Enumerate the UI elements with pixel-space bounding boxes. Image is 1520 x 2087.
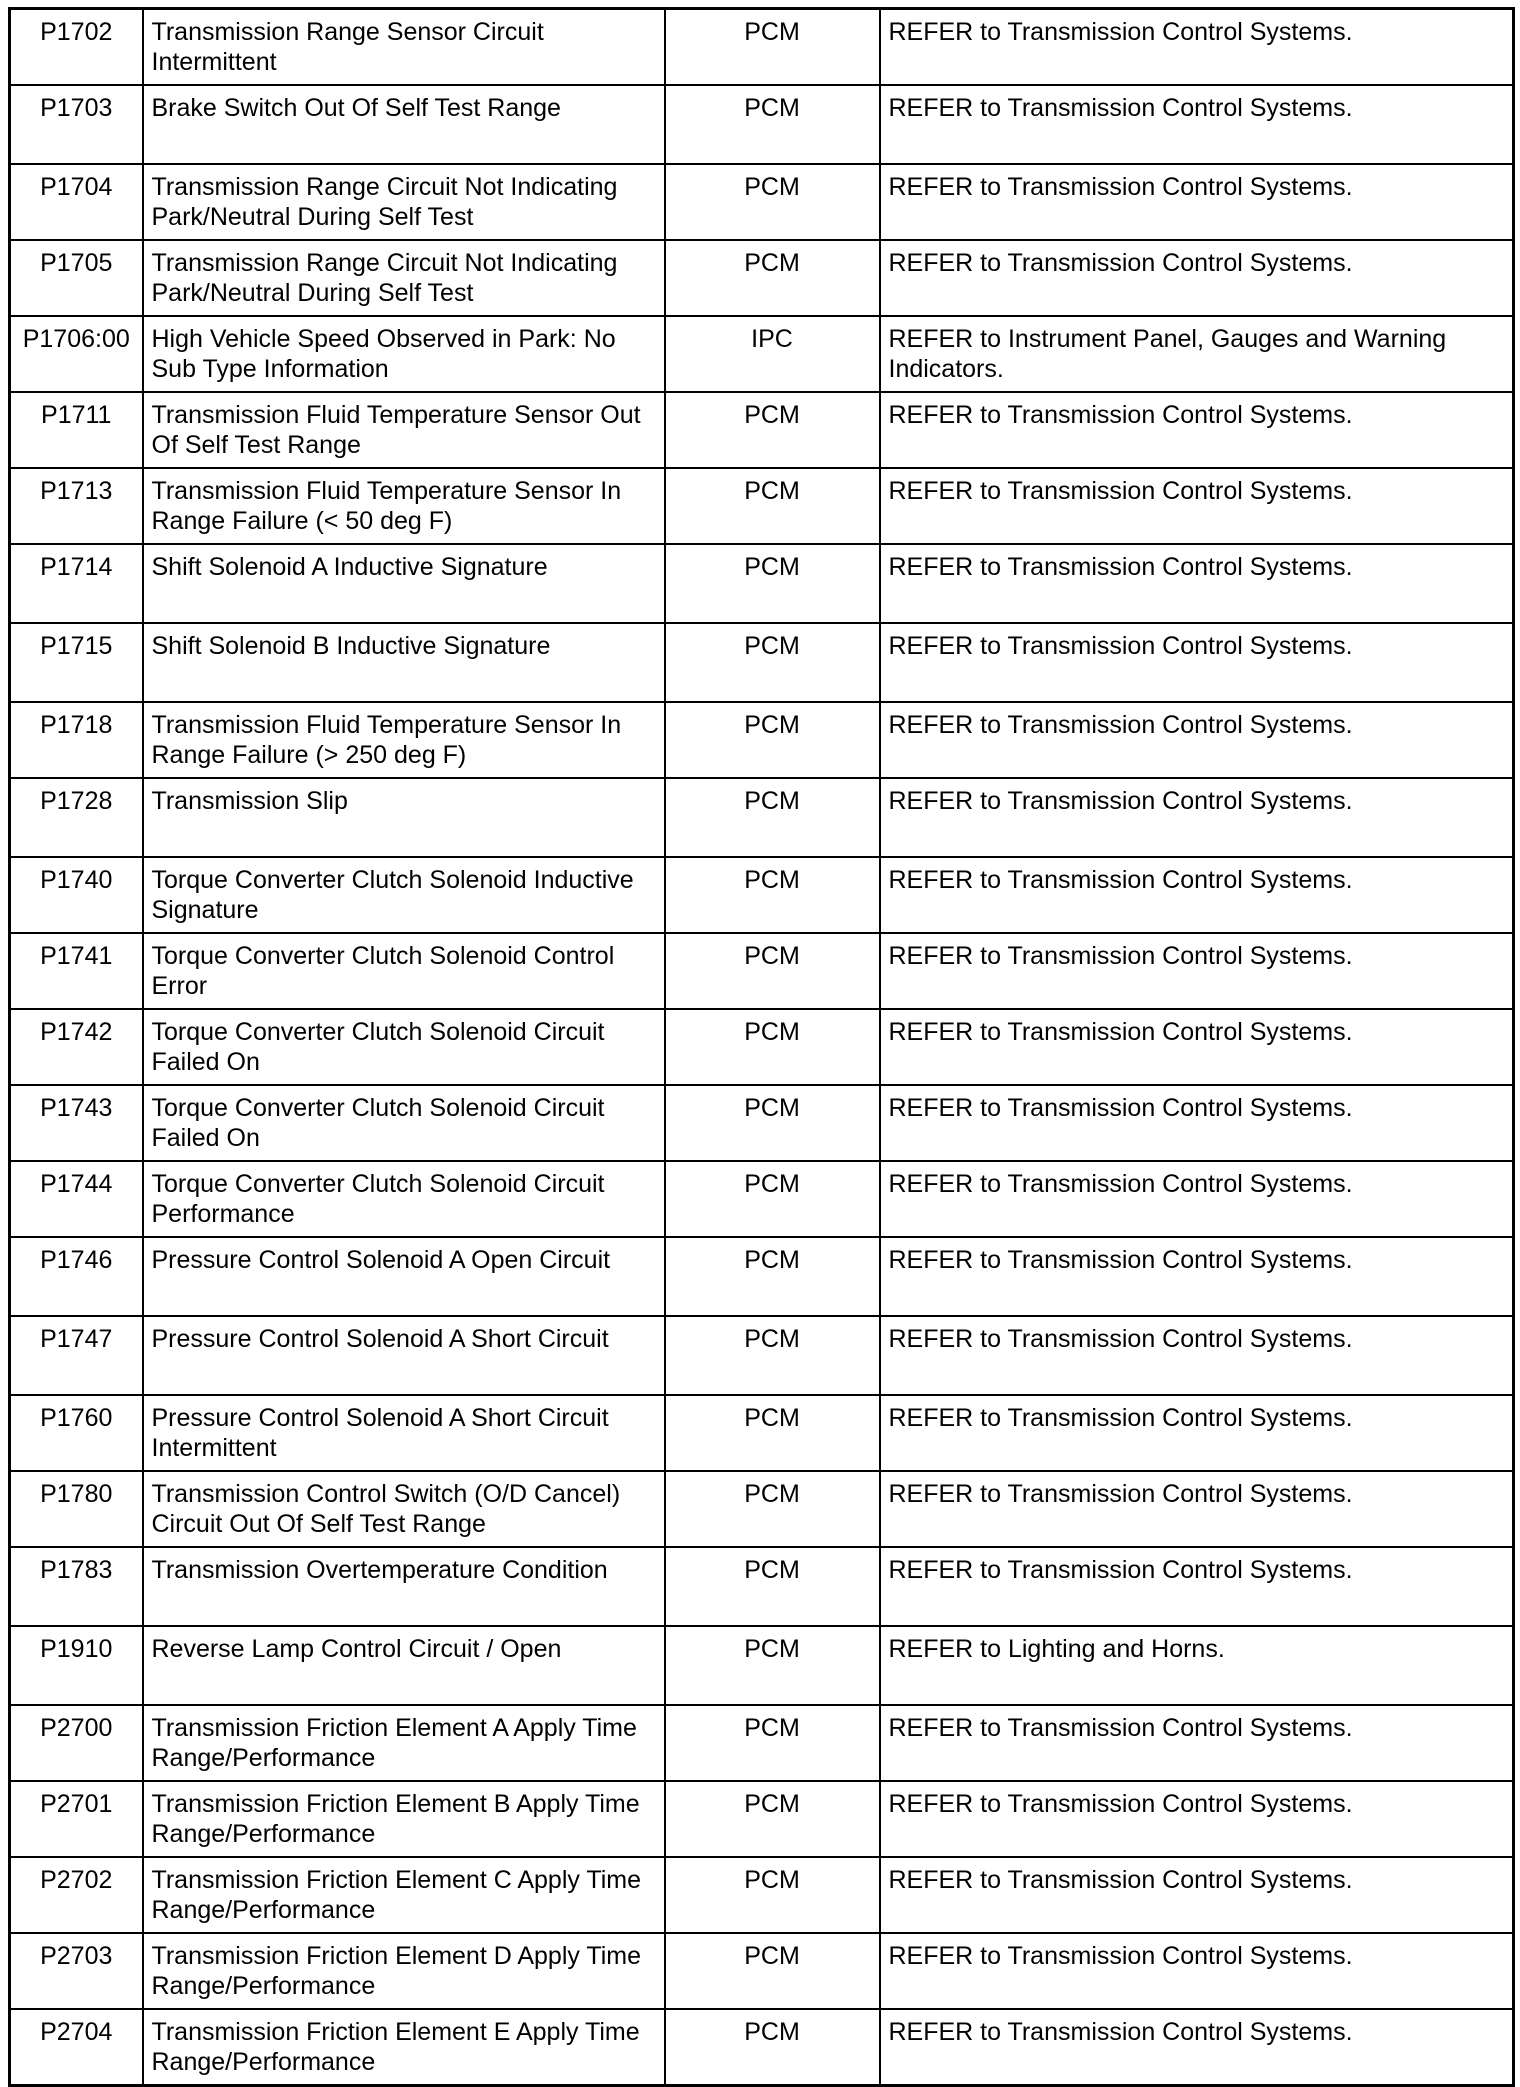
dtc-module: PCM xyxy=(665,1471,880,1547)
table-row xyxy=(10,778,1514,857)
dtc-description: Shift Solenoid A Inductive Signature xyxy=(143,544,665,623)
table-row xyxy=(10,933,1514,1009)
dtc-description: High Vehicle Speed Observed in Park: No Sub Type Information xyxy=(143,316,665,392)
dtc-description: Transmission Friction Element E Apply Time Range/Performance xyxy=(143,2009,665,2086)
dtc-description: Torque Converter Clutch Solenoid Inductive Signature xyxy=(143,857,665,933)
dtc-code: P1760 xyxy=(10,1395,143,1471)
dtc-description: Transmission Range Sensor Circuit Intermittent xyxy=(143,9,665,86)
dtc-code: P1711 xyxy=(10,392,143,468)
dtc-code: P1713 xyxy=(10,468,143,544)
table-row xyxy=(10,164,1514,240)
dtc-code: P2702 xyxy=(10,1857,143,1933)
table-row xyxy=(10,1705,1514,1781)
dtc-code: P1704 xyxy=(10,164,143,240)
dtc-module: PCM xyxy=(665,1857,880,1933)
dtc-code: P1741 xyxy=(10,933,143,1009)
dtc-action: REFER to Transmission Control Systems. xyxy=(880,1395,1514,1471)
dtc-code: P1780 xyxy=(10,1471,143,1547)
dtc-action: REFER to Transmission Control Systems. xyxy=(880,1933,1514,2009)
dtc-description: Torque Converter Clutch Solenoid Circuit Failed On xyxy=(143,1085,665,1161)
table-row xyxy=(10,623,1514,702)
dtc-description: Transmission Slip xyxy=(143,778,665,857)
dtc-description: Transmission Fluid Temperature Sensor In Range Failure (< 50 deg F) xyxy=(143,468,665,544)
dtc-code: P2703 xyxy=(10,1933,143,2009)
table-row xyxy=(10,857,1514,933)
dtc-module: PCM xyxy=(665,1626,880,1705)
dtc-code: P1718 xyxy=(10,702,143,778)
table-row xyxy=(10,85,1514,164)
table-row xyxy=(10,1471,1514,1547)
dtc-code: P1740 xyxy=(10,857,143,933)
dtc-description: Pressure Control Solenoid A Open Circuit xyxy=(143,1237,665,1316)
table-row xyxy=(10,1237,1514,1316)
dtc-module: PCM xyxy=(665,544,880,623)
dtc-module: PCM xyxy=(665,623,880,702)
dtc-action: REFER to Transmission Control Systems. xyxy=(880,392,1514,468)
dtc-module: PCM xyxy=(665,392,880,468)
dtc-description: Transmission Control Switch (O/D Cancel) Circuit Out Of Self Test Range xyxy=(143,1471,665,1547)
table-row xyxy=(10,1085,1514,1161)
dtc-code: P1703 xyxy=(10,85,143,164)
dtc-code: P1747 xyxy=(10,1316,143,1395)
dtc-description: Torque Converter Clutch Solenoid Circuit Failed On xyxy=(143,1009,665,1085)
dtc-action: REFER to Transmission Control Systems. xyxy=(880,1705,1514,1781)
dtc-code: P1743 xyxy=(10,1085,143,1161)
dtc-module: PCM xyxy=(665,1705,880,1781)
dtc-action: REFER to Transmission Control Systems. xyxy=(880,240,1514,316)
dtc-module: PCM xyxy=(665,164,880,240)
table-row xyxy=(10,702,1514,778)
dtc-description: Transmission Friction Element D Apply Time Range/Performance xyxy=(143,1933,665,2009)
table-row xyxy=(10,1781,1514,1857)
dtc-description: Transmission Fluid Temperature Sensor In Range Failure (> 250 deg F) xyxy=(143,702,665,778)
dtc-module: PCM xyxy=(665,702,880,778)
dtc-code: P2704 xyxy=(10,2009,143,2086)
dtc-action: REFER to Instrument Panel, Gauges and Warning Indicators. xyxy=(880,316,1514,392)
dtc-action: REFER to Transmission Control Systems. xyxy=(880,1547,1514,1626)
dtc-description: Torque Converter Clutch Solenoid Control Error xyxy=(143,933,665,1009)
table-row xyxy=(10,1316,1514,1395)
dtc-module: PCM xyxy=(665,1161,880,1237)
dtc-description: Torque Converter Clutch Solenoid Circuit Performance xyxy=(143,1161,665,1237)
dtc-action: REFER to Transmission Control Systems. xyxy=(880,1781,1514,1857)
dtc-code: P2700 xyxy=(10,1705,143,1781)
dtc-action: REFER to Transmission Control Systems. xyxy=(880,857,1514,933)
table-row xyxy=(10,9,1514,86)
table-row xyxy=(10,1626,1514,1705)
table-row xyxy=(10,1161,1514,1237)
dtc-module: PCM xyxy=(665,1316,880,1395)
dtc-action: REFER to Transmission Control Systems. xyxy=(880,85,1514,164)
dtc-module: PCM xyxy=(665,1547,880,1626)
dtc-code: P1910 xyxy=(10,1626,143,1705)
table-row xyxy=(10,240,1514,316)
dtc-code: P1702 xyxy=(10,9,143,86)
dtc-description: Transmission Friction Element A Apply Time Range/Performance xyxy=(143,1705,665,1781)
table-row xyxy=(10,392,1514,468)
dtc-module: IPC xyxy=(665,316,880,392)
dtc-module: PCM xyxy=(665,468,880,544)
dtc-action: REFER to Transmission Control Systems. xyxy=(880,933,1514,1009)
table-row xyxy=(10,1547,1514,1626)
dtc-action: REFER to Transmission Control Systems. xyxy=(880,1857,1514,1933)
dtc-description: Transmission Friction Element C Apply Time Range/Performance xyxy=(143,1857,665,1933)
dtc-description: Transmission Friction Element B Apply Time Range/Performance xyxy=(143,1781,665,1857)
dtc-module: PCM xyxy=(665,240,880,316)
dtc-code: P1728 xyxy=(10,778,143,857)
table-row xyxy=(10,544,1514,623)
dtc-module: PCM xyxy=(665,933,880,1009)
dtc-action: REFER to Transmission Control Systems. xyxy=(880,778,1514,857)
dtc-description: Pressure Control Solenoid A Short Circuit Intermittent xyxy=(143,1395,665,1471)
dtc-description: Transmission Overtemperature Condition xyxy=(143,1547,665,1626)
dtc-code: P1744 xyxy=(10,1161,143,1237)
dtc-module: PCM xyxy=(665,857,880,933)
dtc-module: PCM xyxy=(665,778,880,857)
dtc-action: REFER to Transmission Control Systems. xyxy=(880,544,1514,623)
dtc-description: Transmission Range Circuit Not Indicating Park/Neutral During Self Test xyxy=(143,164,665,240)
dtc-description: Transmission Range Circuit Not Indicating Park/Neutral During Self Test xyxy=(143,240,665,316)
dtc-action: REFER to Transmission Control Systems. xyxy=(880,1085,1514,1161)
dtc-description: Brake Switch Out Of Self Test Range xyxy=(143,85,665,164)
dtc-action: REFER to Transmission Control Systems. xyxy=(880,1161,1514,1237)
dtc-description: Transmission Fluid Temperature Sensor Out Of Self Test Range xyxy=(143,392,665,468)
dtc-code: P1706:00 xyxy=(10,316,143,392)
table-row xyxy=(10,2009,1514,2086)
table-row xyxy=(10,316,1514,392)
dtc-description: Shift Solenoid B Inductive Signature xyxy=(143,623,665,702)
dtc-module: PCM xyxy=(665,9,880,86)
dtc-code: P1714 xyxy=(10,544,143,623)
dtc-module: PCM xyxy=(665,1085,880,1161)
dtc-code: P1705 xyxy=(10,240,143,316)
dtc-module: PCM xyxy=(665,1395,880,1471)
dtc-action: REFER to Transmission Control Systems. xyxy=(880,1316,1514,1395)
dtc-code: P1746 xyxy=(10,1237,143,1316)
dtc-module: PCM xyxy=(665,2009,880,2086)
table-row xyxy=(10,1857,1514,1933)
dtc-module: PCM xyxy=(665,85,880,164)
dtc-action: REFER to Transmission Control Systems. xyxy=(880,1471,1514,1547)
dtc-action: REFER to Transmission Control Systems. xyxy=(880,623,1514,702)
dtc-code: P1742 xyxy=(10,1009,143,1085)
dtc-action: REFER to Transmission Control Systems. xyxy=(880,2009,1514,2086)
table-row xyxy=(10,1933,1514,2009)
dtc-module: PCM xyxy=(665,1009,880,1085)
dtc-action: REFER to Transmission Control Systems. xyxy=(880,468,1514,544)
dtc-action: REFER to Transmission Control Systems. xyxy=(880,1009,1514,1085)
dtc-action: REFER to Transmission Control Systems. xyxy=(880,702,1514,778)
dtc-action: REFER to Transmission Control Systems. xyxy=(880,1237,1514,1316)
dtc-table-page xyxy=(8,7,1512,2087)
dtc-description: Reverse Lamp Control Circuit / Open xyxy=(143,1626,665,1705)
dtc-module: PCM xyxy=(665,1781,880,1857)
dtc-table xyxy=(8,7,1515,2087)
dtc-module: PCM xyxy=(665,1237,880,1316)
table-row xyxy=(10,1395,1514,1471)
dtc-action: REFER to Transmission Control Systems. xyxy=(880,9,1514,86)
dtc-code: P1715 xyxy=(10,623,143,702)
table-row xyxy=(10,468,1514,544)
dtc-action: REFER to Transmission Control Systems. xyxy=(880,164,1514,240)
dtc-code: P2701 xyxy=(10,1781,143,1857)
dtc-module: PCM xyxy=(665,1933,880,2009)
table-row xyxy=(10,1009,1514,1085)
dtc-action: REFER to Lighting and Horns. xyxy=(880,1626,1514,1705)
dtc-code: P1783 xyxy=(10,1547,143,1626)
dtc-description: Pressure Control Solenoid A Short Circuit xyxy=(143,1316,665,1395)
